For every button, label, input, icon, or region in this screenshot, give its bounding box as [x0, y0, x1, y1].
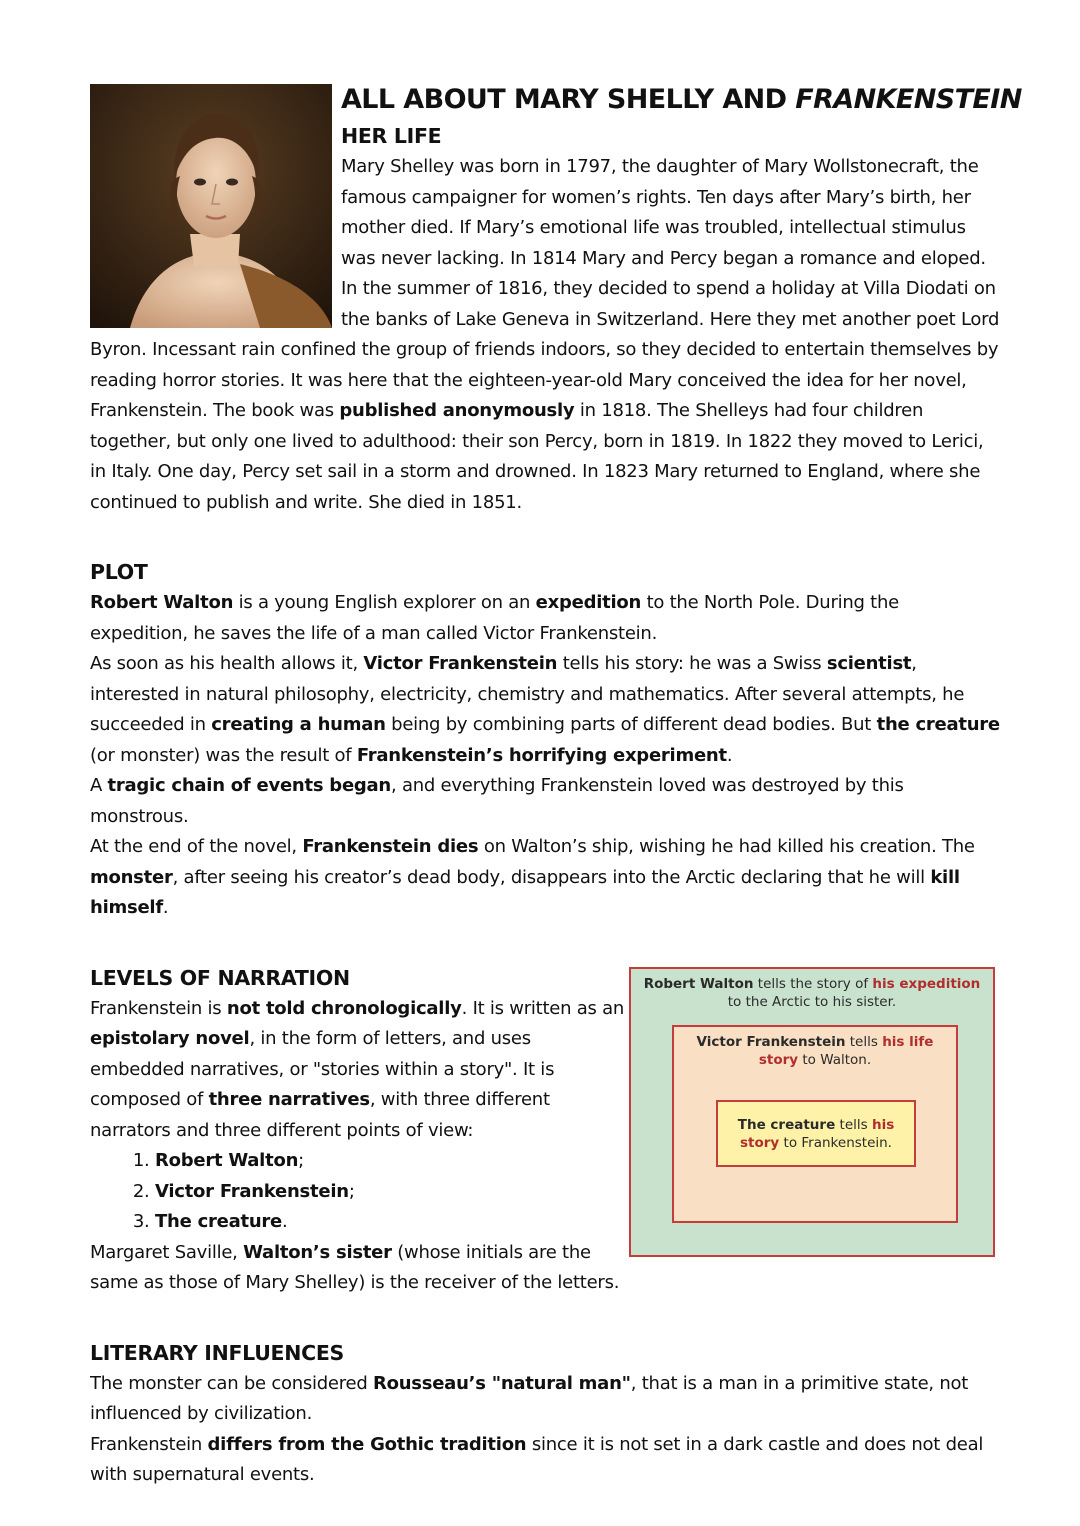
- list-item: 1. Robert Walton;: [155, 1146, 630, 1177]
- plot-section: [90, 556, 1000, 924]
- list-item: 3. The creature.: [155, 1207, 630, 1238]
- section-heading-influences: LITERARY INFLUENCES: [90, 1340, 345, 1365]
- receiver-paragraph: Margaret Saville, Walton’s sister (whose initials are the same as those of Mary Shelley) is the receiver of the letters.: [90, 1241, 620, 1293]
- plot-paragraph-1: Robert Walton is a young English explorer on an expedition to the North Pole. During the expedition, he saves the life of a man called Victor Frankenstein.: [90, 592, 899, 644]
- narration-section: [90, 962, 1000, 1299]
- page-title: ALL ABOUT MARY SHELLY AND FRANKENSTEIN: [341, 84, 1022, 115]
- document-page: [90, 80, 1022, 1491]
- narration-paragraph: Frankenstein is not told chronologically. It is written as an epistolary novel, in the form of letters, and uses embedded narratives, or "stories within a story". It is composed of three narratives, with three different narrators and three different points of view:: [90, 997, 625, 1141]
- narration-levels-diagram: [629, 967, 995, 1257]
- influences-paragraph-1: The monster can be considered Rousseau’s "natural man", that is a man in a primitive state, not influenced by civilization.: [90, 1372, 969, 1424]
- narration-text: [90, 962, 630, 1299]
- plot-paragraph-3: A tragic chain of events began, and everything Frankenstein loved was destroyed by this monstrous.: [90, 775, 904, 827]
- plot-paragraph-2: As soon as his health allows it, Victor Frankenstein tells his story: he was a Swiss scientist, interested in natural philosophy, electricity, chemistry and mathematics. After several attempts, he succeeded in creating a human being by combining parts of different dead bodies. But the creature (or monster) was the result of Frankenstein’s horrifying experiment.: [90, 653, 1000, 766]
- inner-level-box: [716, 1100, 916, 1167]
- middle-level-text: Victor Frankenstein tells his life story to Walton.: [696, 1033, 934, 1068]
- outer-level-text: Robert Walton tells the story of his expedition to the Arctic to his sister.: [643, 975, 981, 1010]
- inner-level-text: The creature tells his story to Frankenstein.: [737, 1116, 895, 1151]
- portrait-image: [90, 84, 332, 328]
- list-item: 2. Victor Frankenstein;: [155, 1177, 630, 1208]
- influences-section: [90, 1337, 1000, 1491]
- influences-paragraph-2: Frankenstein differs from the Gothic tradition since it is not set in a dark castle and does not deal with supernatural events.: [90, 1433, 984, 1485]
- section-heading-her-life: HER LIFE: [341, 124, 442, 148]
- mary-shelley-portrait-icon: [90, 84, 332, 328]
- plot-paragraph-4: At the end of the novel, Frankenstein dies on Walton’s ship, wishing he had killed his creation. The monster, after seeing his creator’s dead body, disappears into the Arctic declaring that he will kill himself.: [90, 836, 975, 918]
- middle-level-box: [672, 1025, 958, 1223]
- narrators-list: [90, 1146, 630, 1238]
- her-life-paragraph: Mary Shelley was born in 1797, the daughter of Mary Wollstonecraft, the famous campaigner for women’s rights. Ten days after Mary’s birth, her mother died. If Mary’s emotional life was troubled, intellectual stimulus was never lacking. In 1814 Mary and Percy began a romance and eloped. In the summer of 1816, they decided to spend a holiday at Villa Diodati on the banks of Lake Geneva in Switzerland. Here they met another poet Lord Byron. Incessant rain confined the group of friends indoors, so they decided to entertain themselves by reading horror stories. It was here that the eighteen-year-old Mary conceived the idea for her novel, Frankenstein. The book was published anonymously in 1818. The Shelleys had four children together, but only one lived to adulthood: their son Percy, born in 1819. In 1822 they moved to Lerici, in Italy. One day, Percy set sail in a storm and drowned. In 1823 Mary returned to England, where she continued to publish and write. She died in 1851.: [90, 156, 1000, 513]
- section-heading-narration: LEVELS OF NARRATION: [90, 965, 350, 990]
- section-heading-plot: PLOT: [90, 560, 148, 584]
